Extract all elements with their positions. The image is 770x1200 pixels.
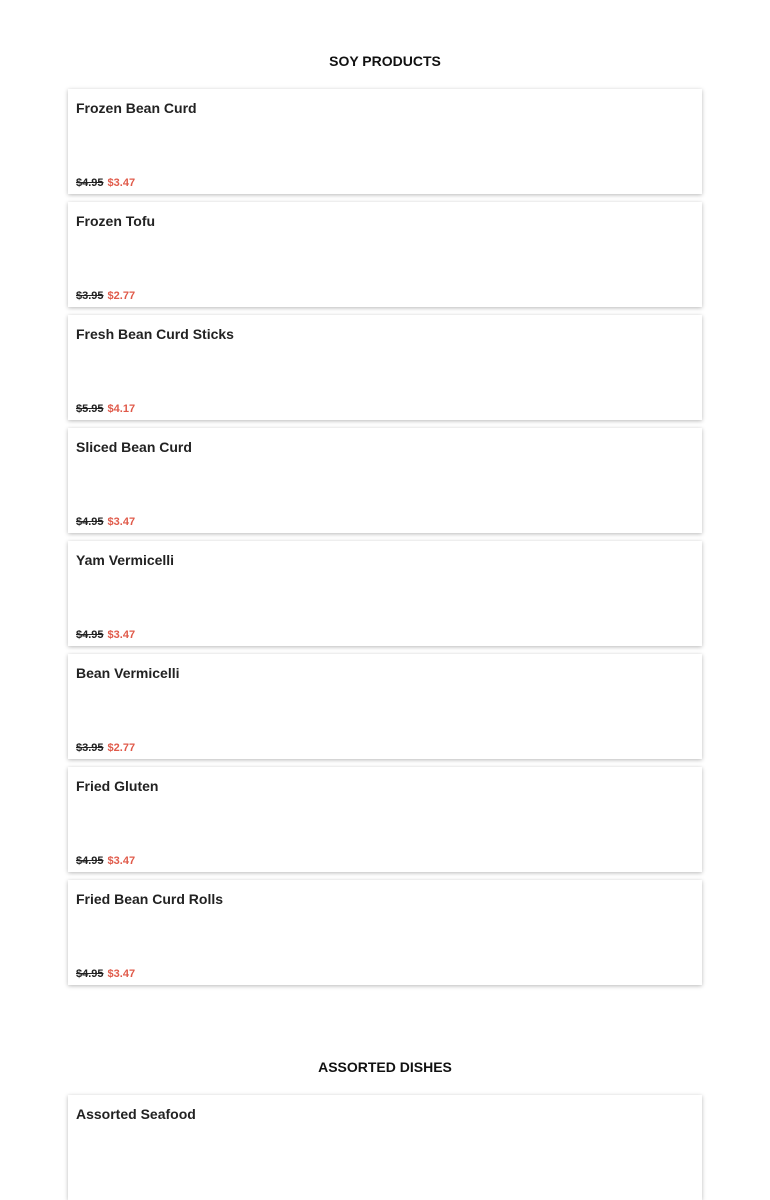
menu-item-name: Bean Vermicelli [76,665,180,681]
menu-item-name: Fried Bean Curd Rolls [76,891,224,907]
menu-item-prices [76,629,135,641]
menu-item-card[interactable] [68,428,702,533]
menu-item-name: Fresh Bean Curd Sticks [76,326,234,342]
menu-item-name: Yam Vermicelli [76,552,175,568]
sale-price: $2.77 [107,290,136,302]
menu-item-card[interactable] [68,89,702,194]
original-price: $3.95 [76,290,104,302]
original-price: $5.95 [76,403,104,415]
menu-item-card[interactable] [68,1095,702,1200]
menu-item-card[interactable] [68,315,702,420]
sale-price: $4.17 [107,403,136,415]
menu-item-prices [76,403,135,415]
menu-item-prices [76,968,135,980]
sale-price: $2.77 [107,742,136,754]
menu-item-card[interactable] [68,541,702,646]
menu-item-name: Fried Gluten [76,778,159,794]
menu-item-prices [76,855,135,867]
original-price: $3.95 [76,742,104,754]
menu-item-name: Frozen Tofu [76,213,156,229]
menu-item-card[interactable] [68,202,702,307]
section-title-soy-products: SOY PRODUCTS [329,53,441,69]
original-price: $4.95 [76,177,104,189]
menu-item-prices [76,177,135,189]
original-price: $4.95 [76,516,104,528]
menu-item-name: Frozen Bean Curd [76,100,197,116]
sale-price: $3.47 [107,629,136,641]
original-price: $4.95 [76,855,104,867]
sale-price: $3.47 [107,177,136,189]
menu-item-card[interactable] [68,767,702,872]
menu-item-prices [76,290,135,302]
menu-item-card[interactable] [68,880,702,985]
sale-price: $3.47 [107,516,136,528]
menu-item-card[interactable] [68,654,702,759]
sale-price: $3.47 [107,855,136,867]
section-title-assorted-dishes: ASSORTED DISHES [318,1059,452,1075]
original-price: $4.95 [76,968,104,980]
menu-item-prices [76,516,135,528]
sale-price: $3.47 [107,968,136,980]
menu-item-prices [76,742,135,754]
menu-item-name: Assorted Seafood [76,1106,196,1122]
original-price: $4.95 [76,629,104,641]
menu-item-name: Sliced Bean Curd [76,439,192,455]
